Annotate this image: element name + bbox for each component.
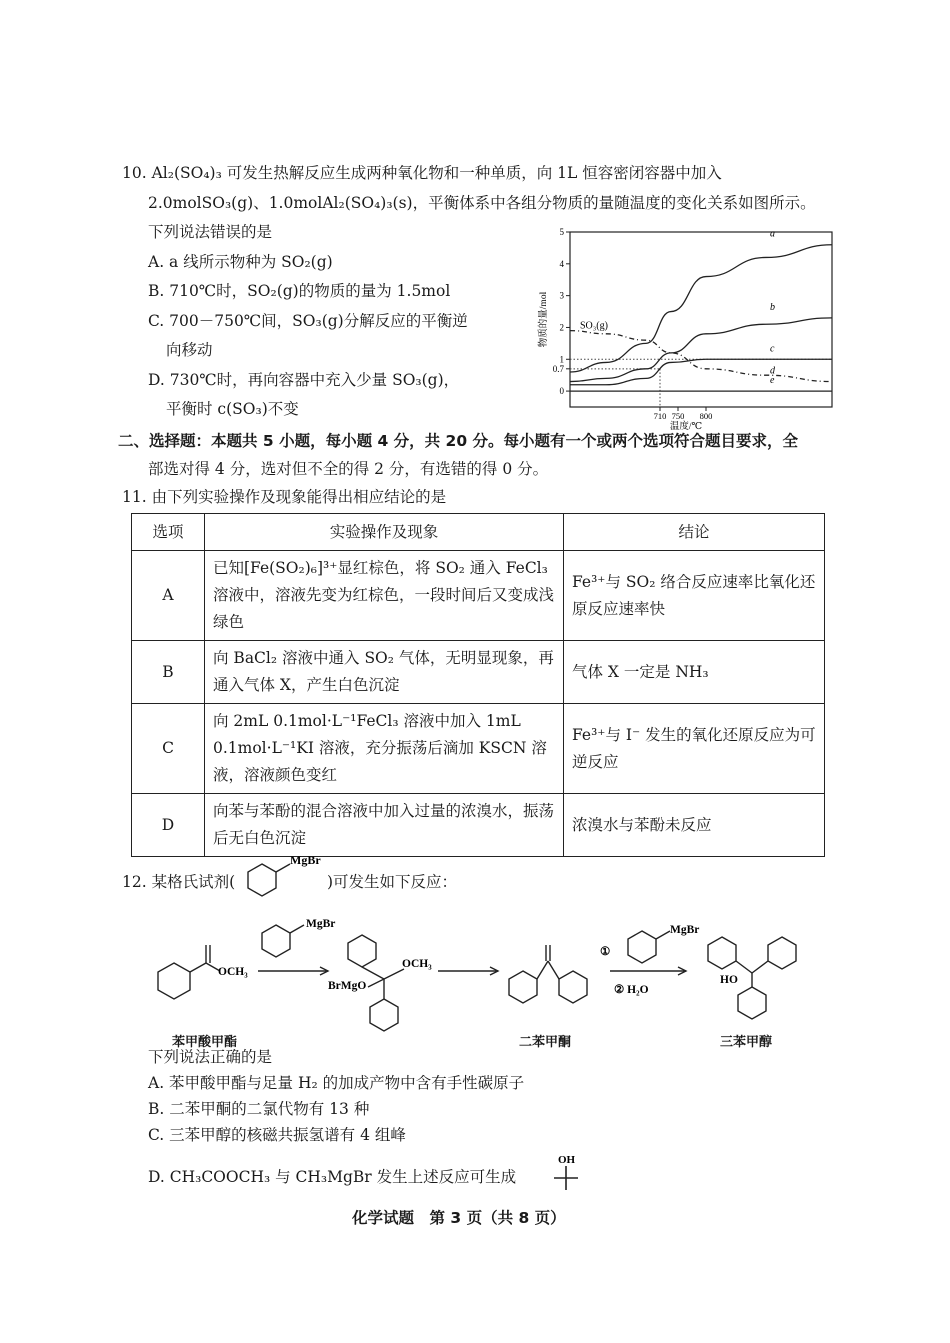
table-row [132,551,825,641]
q10-option-c-line2: 向移动 [166,341,213,359]
s4-oh: HO [720,974,738,986]
q12-stem-post: )可发生如下反应： [327,873,458,891]
series-label-c: c [770,343,775,355]
reagent1-label: MgBr [306,918,336,930]
header-procedure: 实验操作及现象 [205,514,564,551]
reagent2-label: MgBr [670,924,700,936]
row-conclusion: 浓溴水与苯酚未反应 [564,794,825,857]
tert-butanol-structure [548,1150,588,1196]
q10-chart [536,222,836,430]
series-label-d: d [770,365,775,377]
q11-stem: 11. 由下列实验操作及现象能得出相应结论的是 [122,488,447,506]
x-tick-label: 800 [699,411,713,421]
header-conclusion: 结论 [564,514,825,551]
step2-marker: ② H₂O [614,984,649,996]
table-header-row [132,514,825,551]
q10-option-d-line1: D. 730℃时，再向容器中充入少量 SO₃(g)， [148,371,460,389]
q10-option-c-line1: C. 700－750℃间，SO₃(g)分解反应的平衡逆 [148,312,468,330]
q10-option-d-line2: 平衡时 c(SO₃)不变 [166,400,299,418]
section2-line2: 部选对得 4 分，选对但不全的得 2 分，有选错的得 0 分。 [148,460,549,478]
table-row [132,641,825,704]
s2-group1: OCH₃ [402,958,432,970]
row-option: D [132,794,205,857]
row-option: B [132,641,205,704]
y-tick-label: 5 [559,227,564,237]
series-label-e: e [770,375,775,387]
q12-stem-pre: 12. 某格氏试剂( [122,873,236,891]
s2-group2: BrMgO [328,980,367,992]
series-line-d [570,331,832,382]
y-tick-label: 0 [559,386,564,397]
q12-option-d: D. CH₃COOCH₃ 与 CH₃MgBr 发生上述反应可生成 [148,1168,517,1186]
q12-option-a: A. 苯甲酸甲酯与足量 H₂ 的加成产物中含有手性碳原子 [148,1074,525,1092]
x-axis-label: 温度/℃ [669,422,703,430]
row-procedure: 向 BaCl₂ 溶液中通入 SO₂ 气体，无明显现象，再通入气体 X，产生白色沉淀 [205,641,564,704]
y-tick-label: 1 [559,354,564,365]
header-option: 选项 [132,514,205,551]
y-axis-label: 物质的量/mol [539,291,549,348]
s1-group: OCH₃ [218,966,248,978]
section2-line1: 二、选择题：本题共 5 小题，每小题 4 分，共 20 分。每小题有一个或两个选项符合题目要求，全 [118,432,799,450]
reagent-label: MgBr [290,853,321,867]
row-procedure: 向苯与苯酚的混合溶液中加入过量的浓溴水，振荡后无白色沉淀 [205,794,564,857]
reaction-scheme [148,915,808,1050]
series-line-c [570,359,832,387]
q12-option-b: B. 二苯甲酮的二氯代物有 13 种 [148,1100,370,1118]
series-line-a [570,245,832,372]
oh-label: OH [558,1154,576,1166]
x-tick-label: 750 [671,411,685,421]
label-methyl-benzoate: 苯甲酸甲酯 [172,1035,238,1050]
y-tick-label: 0.7 [552,363,564,374]
q10-question: 下列说法错误的是 [148,223,273,241]
series-line-b [570,318,832,382]
series-label-b: b [770,301,775,313]
x-tick-label: 710 [653,411,667,421]
row-conclusion: 气体 X 一定是 NH₃ [564,641,825,704]
page-footer: 化学试题 第 3 页（共 8 页） [352,1209,566,1227]
label-benzophenone: 二苯甲酮 [519,1035,572,1050]
chart-frame [570,232,832,407]
annotation-so3: SO₃(g) [580,320,608,332]
label-triphenylmethanol: 三苯甲醇 [720,1035,773,1050]
step1-marker: ① [600,946,611,958]
y-tick-label: 4 [559,258,564,269]
y-tick-label: 3 [559,290,564,301]
q12-question: 下列说法正确的是 [148,1048,273,1066]
table-row [132,704,825,794]
row-conclusion: Fe³⁺与 I⁻ 发生的氧化还原反应为可逆反应 [564,704,825,794]
q12-option-c: C. 三苯甲醇的核磁共振氢谱有 4 组峰 [148,1126,406,1144]
row-option: A [132,551,205,641]
row-procedure: 向 2mL 0.1mol·L⁻¹FeCl₃ 溶液中加入 1mL 0.1mol·L⁻¹KI 溶液，充分振荡后滴加 KSCN 溶液，溶液颜色变红 [205,704,564,794]
grignard-reagent-structure [240,852,330,900]
q10-option-b: B. 710℃时，SO₂(g)的物质的量为 1.5mol [148,282,451,300]
series-label-a: a [770,228,775,240]
q10-option-a: A. a 线所示物种为 SO₂(g) [148,253,333,271]
y-tick-label: 2 [559,322,564,333]
row-procedure: 已知[Fe(SO₂)₆]³⁺显红棕色，将 SO₂ 通入 FeCl₃ 溶液中，溶液先变为红棕色，一段时间后又变成浅绿色 [205,551,564,641]
row-option: C [132,704,205,794]
q11-table [131,513,825,857]
q10-line2: 2.0molSO₃(g)、1.0molAl₂(SO₄)₃(s)，平衡体系中各组分物质的量随温度的变化关系如图所示。 [148,194,816,212]
table-row [132,794,825,857]
q10-line1: 10. Al₂(SO₄)₃ 可发生热解反应生成两种氧化物和一种单质，向 1L 恒容密闭容器中加入 [122,164,722,182]
row-conclusion: Fe³⁺与 SO₂ 络合反应速率比氧化还原反应速率快 [564,551,825,641]
